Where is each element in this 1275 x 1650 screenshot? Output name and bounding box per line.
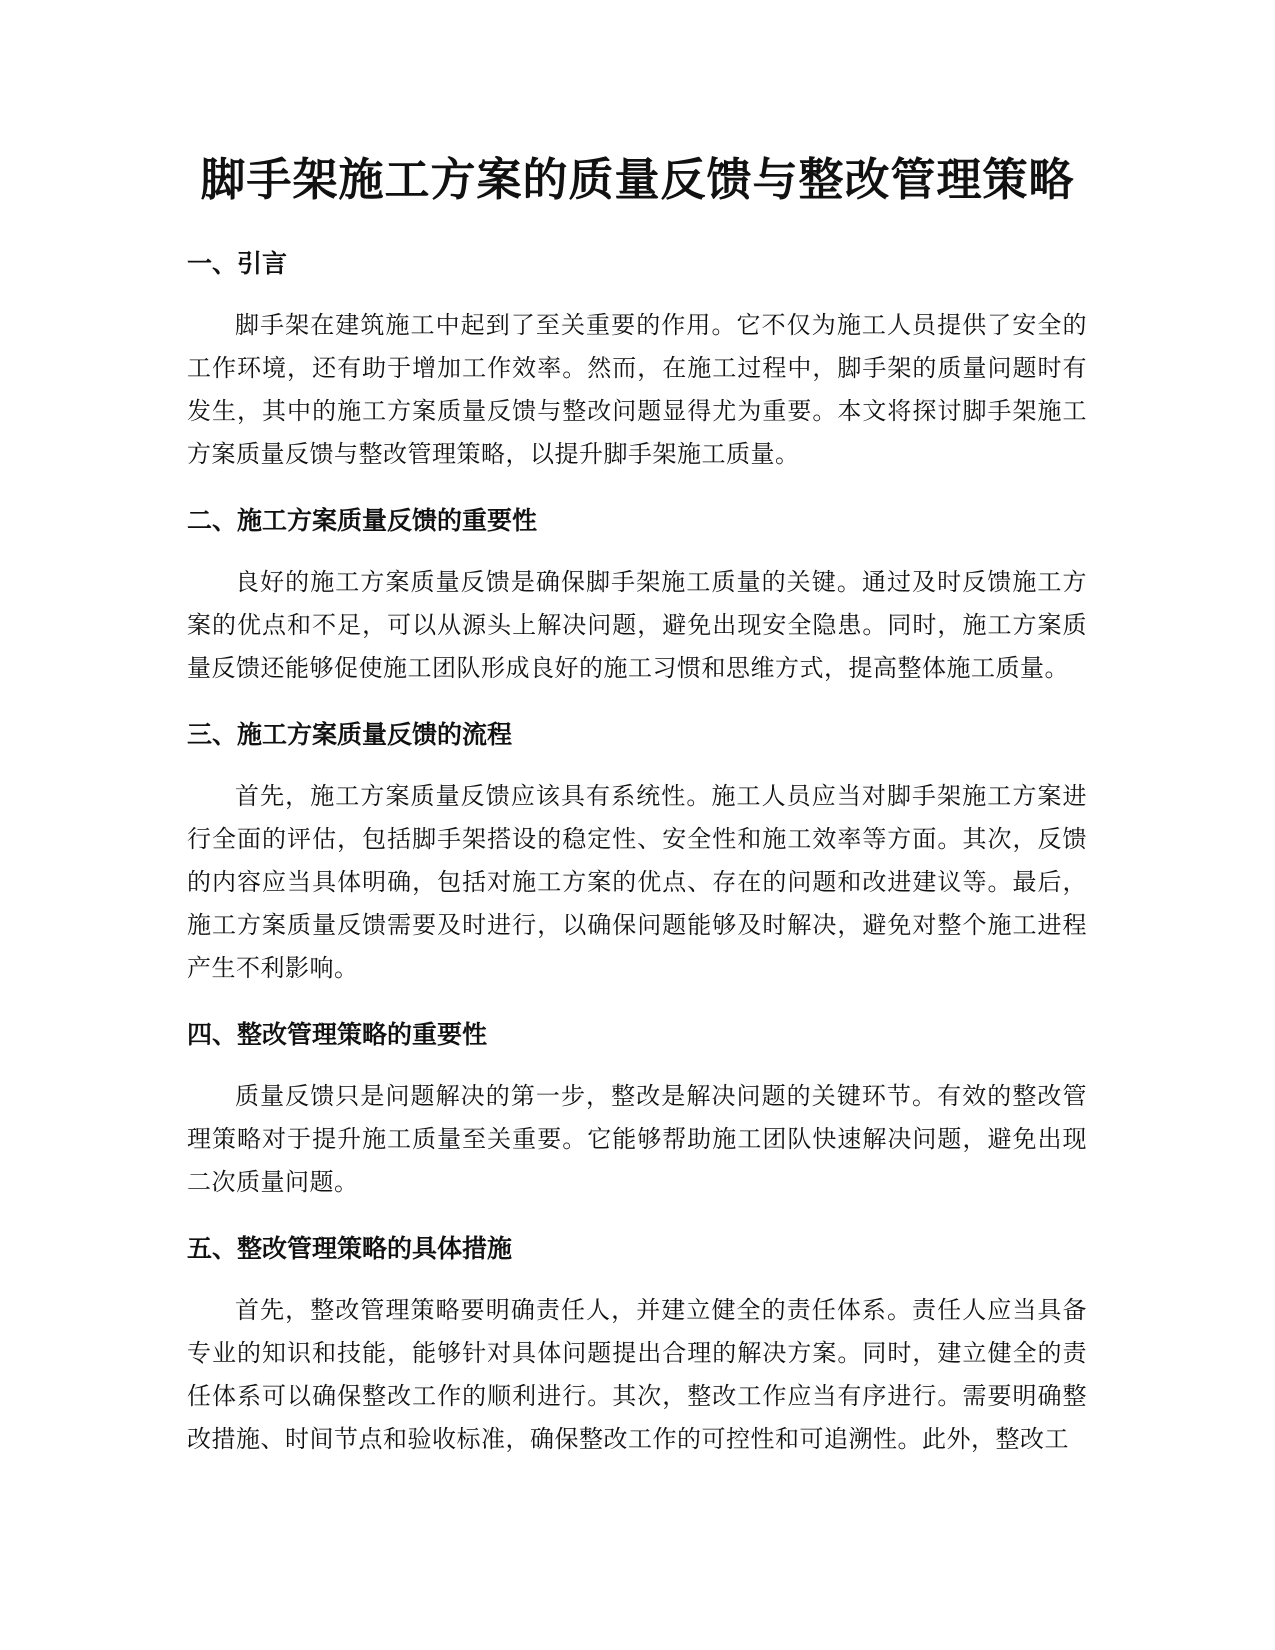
section-heading: 三、施工方案质量反馈的流程 xyxy=(187,720,513,749)
section-feedback-process xyxy=(187,715,1087,990)
document-title: 脚手架施工方案的质量反馈与整改管理策略 xyxy=(200,153,1075,206)
section-introduction xyxy=(187,244,1087,476)
section-heading: 二、施工方案质量反馈的重要性 xyxy=(187,506,538,535)
section-paragraph: 首先，整改管理策略要明确责任人，并建立健全的责任体系。责任人应当具备专业的知识和技能，能够针对具体问题提出合理的解决方案。同时，建立健全的责任体系可以确保整改工作的顺利进行。其次，整改工作应当有序进行。需要明确整改措施、时间节点和验收标准，确保整改工作的可控性和可追溯性。此外，整改工 xyxy=(187,1296,1087,1453)
section-feedback-importance xyxy=(187,501,1087,690)
section-paragraph: 质量反馈只是问题解决的第一步，整改是解决问题的关键环节。有效的整改管理策略对于提升施工质量至关重要。它能够帮助施工团队快速解决问题，避免出现二次质量问题。 xyxy=(187,1082,1087,1196)
section-heading: 五、整改管理策略的具体措施 xyxy=(187,1234,513,1263)
section-heading: 四、整改管理策略的重要性 xyxy=(187,1020,488,1049)
document-body xyxy=(187,244,1087,1486)
section-paragraph: 良好的施工方案质量反馈是确保脚手架施工质量的关键。通过及时反馈施工方案的优点和不足，可以从源头上解决问题，避免出现安全隐患。同时，施工方案质量反馈还能够促使施工团队形成良好的施工习惯和思维方式，提高整体施工质量。 xyxy=(187,568,1087,682)
section-rectification-importance xyxy=(187,1015,1087,1204)
section-heading: 一、引言 xyxy=(187,249,288,278)
section-paragraph: 首先，施工方案质量反馈应该具有系统性。施工人员应当对脚手架施工方案进行全面的评估，包括脚手架搭设的稳定性、安全性和施工效率等方面。其次，反馈的内容应当具体明确，包括对施工方案的优点、存在的问题和改进建议等。最后，施工方案质量反馈需要及时进行，以确保问题能够及时解决，避免对整个施工进程产生不利影响。 xyxy=(187,782,1087,982)
section-paragraph: 脚手架在建筑施工中起到了至关重要的作用。它不仅为施工人员提供了安全的工作环境，还有助于增加工作效率。然而，在施工过程中，脚手架的质量问题时有发生，其中的施工方案质量反馈与整改问题显得尤为重要。本文将探讨脚手架施工方案质量反馈与整改管理策略，以提升脚手架施工质量。 xyxy=(187,311,1087,468)
section-rectification-measures xyxy=(187,1229,1087,1461)
